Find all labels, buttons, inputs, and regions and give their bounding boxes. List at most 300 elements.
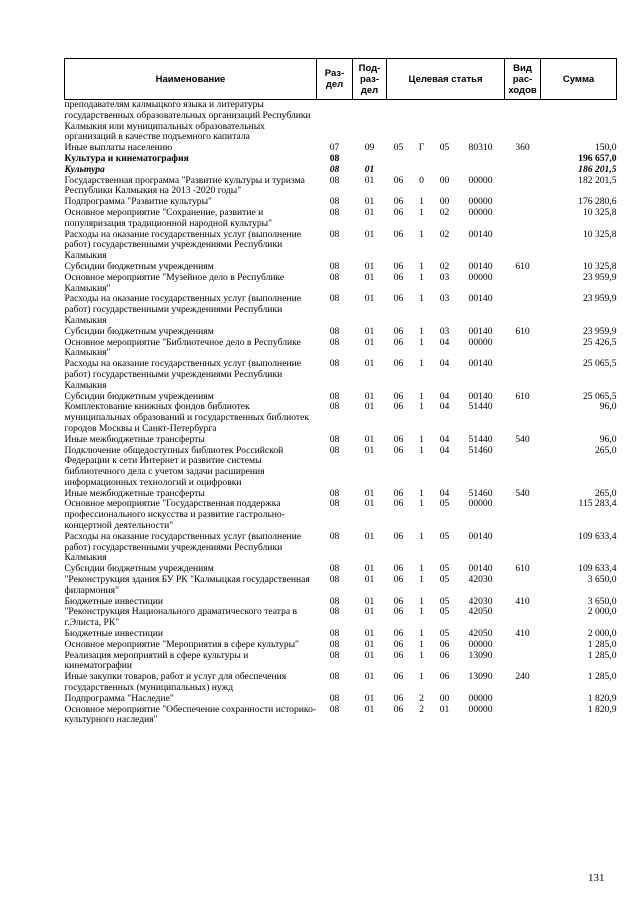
table-row (65, 294, 617, 326)
row-target-4: 13090 (468, 649, 493, 661)
row-target-3: 04 (439, 358, 450, 370)
row-sum: 10 325,8 (582, 260, 617, 272)
table-row (65, 651, 617, 673)
row-name: Иные закупки товаров, работ и услуг для обеспечения государственных (муниципальных) нужд (64, 671, 287, 694)
row-target-1: 06 (393, 260, 404, 272)
row-name: Субсидии бюджетным учреждениям (64, 325, 214, 337)
row-podrazdel: 01 (364, 325, 375, 337)
row-target-1: 06 (393, 293, 404, 305)
table-row (65, 705, 617, 727)
row-target-2: 1 (419, 228, 424, 240)
row-razdel: 08 (329, 206, 340, 218)
table-row (65, 575, 617, 597)
row-vid (505, 338, 541, 360)
row-target-3: 03 (439, 293, 450, 305)
row-target-3: 06 (439, 649, 450, 661)
row-podrazdel: 01 (364, 293, 375, 305)
row-name: Основное мероприятие "Обеспечение сохранности историко-культурного наследия" (64, 703, 317, 726)
row-vid (505, 208, 541, 230)
page-number: 131 (588, 872, 605, 884)
row-target-2: 1 (419, 628, 424, 640)
row-sum: 176 280,6 (578, 196, 617, 208)
row-target-4 (457, 154, 505, 165)
row-target-2: 1 (419, 433, 424, 445)
row-target-1: 06 (393, 206, 404, 218)
row-vid (505, 273, 541, 295)
row-sum: 115 283,4 (578, 498, 617, 510)
row-razdel: 08 (329, 498, 340, 510)
row-target-3: 05 (439, 142, 450, 154)
row-target-4: 00000 (468, 206, 493, 218)
row-target-2: Г (418, 142, 425, 154)
row-sum: 23 959,9 (582, 271, 617, 283)
row-target-3: 06 (439, 671, 450, 683)
table-row (65, 532, 617, 564)
row-target-3: 03 (439, 271, 450, 283)
row-target-4: 00140 (468, 563, 493, 575)
table-row (65, 446, 617, 489)
row-vid (505, 176, 541, 198)
row-razdel: 08 (329, 152, 340, 164)
row-target-1: 06 (393, 703, 404, 715)
row-target-4: 00000 (468, 703, 493, 715)
row-name: Иные межбюджетные трансферты (64, 433, 205, 445)
row-sum: 186 201,5 (578, 163, 617, 175)
row-vid (505, 607, 541, 629)
row-name: Основное мероприятие "Государственная поддержка профессионального искусства и развитие гастрольно-концертной деятельности" (64, 498, 285, 532)
row-razdel: 08 (329, 196, 340, 208)
row-target-4: 00000 (468, 174, 493, 186)
row-target-4: 80310 (468, 142, 493, 154)
row-vid (505, 694, 541, 705)
row-name: Подпрограмма "Развитие культуры" (64, 196, 212, 208)
row-name: Субсидии бюджетным учреждениям (64, 563, 214, 575)
row-name: Основное мероприятие "Сохранение, развитие и популяризация традиционной народной культуры" (64, 206, 273, 229)
row-vid: 410 (515, 595, 530, 607)
row-podrazdel: 01 (364, 433, 375, 445)
row-target-3: 00 (439, 196, 450, 208)
row-target-1: 06 (393, 390, 404, 402)
row-target-1: 06 (393, 401, 404, 413)
row-razdel: 08 (329, 530, 340, 542)
row-sum: 96,0 (599, 401, 617, 413)
row-razdel: 08 (329, 390, 340, 402)
row-sum: 23 959,9 (582, 293, 617, 305)
table-row (65, 672, 617, 694)
table-row (65, 230, 617, 262)
row-sum: 25 065,5 (582, 358, 617, 370)
row-podrazdel (353, 100, 387, 144)
row-target-2: 1 (419, 401, 424, 413)
row-target-3: 04 (439, 336, 450, 348)
row-name: Расходы на оказание государственных услуг (выполнение работ) государственными учреждениями Республики Калмыкия (64, 228, 301, 262)
row-razdel: 08 (329, 433, 340, 445)
row-sum: 109 633,4 (578, 530, 617, 542)
row-razdel: 08 (329, 174, 340, 186)
row-vid (505, 446, 541, 489)
header-sum: Сумма (541, 59, 617, 100)
row-target-2: 2 (419, 692, 424, 704)
row-target-3: 05 (439, 563, 450, 575)
row-podrazdel: 01 (364, 260, 375, 272)
row-target-1: 06 (393, 228, 404, 240)
row-name: Основное мероприятие "Музейное дело в Республике Калмыкия" (64, 271, 285, 294)
row-target-3: 04 (439, 390, 450, 402)
budget-table (64, 58, 617, 726)
row-podrazdel: 01 (364, 692, 375, 704)
row-target-2: 2 (419, 703, 424, 715)
row-target-4: 00000 (468, 196, 493, 208)
row-target-3: 04 (439, 433, 450, 445)
row-target-4: 00140 (468, 530, 493, 542)
row-target-3: 05 (439, 574, 450, 586)
row-vid (505, 154, 541, 165)
row-sum: 1 820,9 (587, 692, 617, 704)
header-name: Наименование (65, 59, 317, 100)
row-name: Бюджетные инвестиции (64, 595, 163, 607)
row-target-1: 05 (393, 142, 404, 154)
row-podrazdel: 01 (364, 628, 375, 640)
row-podrazdel: 01 (364, 530, 375, 542)
row-target-2: 1 (419, 206, 424, 218)
row-razdel: 08 (329, 595, 340, 607)
row-target-1: 06 (393, 638, 404, 650)
row-target-1: 06 (393, 692, 404, 704)
row-razdel: 08 (329, 336, 340, 348)
row-target-2: 0 (419, 174, 424, 186)
row-sum: 2 000,0 (587, 606, 617, 618)
row-target-3 (433, 100, 457, 144)
row-vid: 410 (515, 628, 530, 640)
row-razdel (317, 100, 353, 144)
row-vid (505, 100, 541, 144)
row-target-4: 00000 (468, 271, 493, 283)
row-target-2: 1 (419, 260, 424, 272)
row-target-2 (411, 165, 433, 176)
row-target-4: 42030 (468, 574, 493, 586)
row-razdel: 08 (329, 606, 340, 618)
row-name: Культура (64, 163, 105, 175)
row-target-1: 06 (393, 628, 404, 640)
row-target-4: 51460 (468, 487, 493, 499)
row-podrazdel: 01 (364, 228, 375, 240)
row-target-3: 00 (439, 174, 450, 186)
row-target-3: 02 (439, 260, 450, 272)
row-razdel: 08 (329, 703, 340, 715)
row-target-1: 06 (393, 563, 404, 575)
row-podrazdel: 01 (364, 595, 375, 607)
row-vid: 240 (515, 671, 530, 683)
row-target-4: 00000 (468, 692, 493, 704)
row-target-3: 05 (439, 628, 450, 640)
row-podrazdel: 01 (364, 271, 375, 283)
row-target-3: 05 (439, 530, 450, 542)
row-vid: 360 (515, 142, 530, 154)
row-target-3: 05 (439, 595, 450, 607)
row-name: Расходы на оказание государственных услуг (выполнение работ) государственными учреждениями Республики Калмыкия (64, 358, 301, 391)
row-target-4 (457, 100, 505, 144)
row-target-3: 02 (439, 206, 450, 218)
row-name: Расходы на оказание государственных услуг (выполнение работ) государственными учреждениями Республики Калмыкия (64, 293, 301, 326)
row-target-4: 51440 (468, 433, 493, 445)
row-name: Государственная программа "Развитие культуры и туризма Республики Калмыкия на 2013 -2020 годы" (64, 174, 305, 197)
row-target-4: 00140 (468, 390, 493, 402)
row-vid: 610 (515, 260, 530, 272)
row-razdel: 08 (329, 692, 340, 704)
row-target-4: 42050 (468, 628, 493, 640)
row-razdel: 07 (329, 142, 340, 154)
row-target-2: 1 (419, 671, 424, 683)
row-target-2: 1 (419, 638, 424, 650)
row-target-1: 06 (393, 358, 404, 370)
row-sum: 265,0 (594, 487, 617, 499)
row-vid (505, 575, 541, 597)
row-target-3: 00 (439, 692, 450, 704)
row-vid: 540 (515, 487, 530, 499)
row-vid (505, 651, 541, 673)
row-target-1: 06 (393, 433, 404, 445)
row-target-2 (411, 154, 433, 165)
row-name: Комплектование книжных фондов библиотек муниципальных образований и государственных библиотек городов Москвы и Санкт-Петербурга (64, 401, 310, 434)
row-vid: 540 (515, 433, 530, 445)
row-target-1: 06 (393, 174, 404, 186)
row-name: Расходы на оказание государственных услуг (выполнение работ) государственными учреждениями Республики Калмыкия (64, 530, 301, 564)
row-razdel: 08 (329, 325, 340, 337)
row-podrazdel: 01 (364, 487, 375, 499)
row-podrazdel: 01 (364, 574, 375, 586)
row-name: "Реконструкция Национального драматического театра в г.Элиста, РК" (64, 606, 298, 629)
row-sum: 25 426,5 (582, 336, 617, 348)
row-sum: 3 650,0 (587, 595, 617, 607)
table-row (65, 435, 617, 446)
row-target-4 (457, 165, 505, 176)
table-row (65, 607, 617, 629)
row-target-2: 1 (419, 336, 424, 348)
row-target-3: 05 (439, 498, 450, 510)
row-target-3: 04 (439, 487, 450, 499)
table-row (65, 165, 617, 176)
header-vid: Вид рас- ходов (505, 59, 541, 100)
row-target-4: 13090 (468, 671, 493, 683)
row-target-4: 00000 (468, 498, 493, 510)
row-target-1: 06 (393, 487, 404, 499)
row-target-4: 00000 (468, 336, 493, 348)
row-target-4: 00140 (468, 228, 493, 240)
row-target-3: 02 (439, 228, 450, 240)
row-target-4: 00140 (468, 325, 493, 337)
row-name: Основное мероприятие "Мероприятия в сфере культуры" (64, 638, 299, 650)
row-podrazdel: 01 (364, 638, 375, 650)
row-target-2: 1 (419, 358, 424, 370)
table-row (65, 208, 617, 230)
row-target-3: 04 (439, 401, 450, 413)
header-podrazdel: Под- раз- дел (353, 59, 387, 100)
row-razdel: 08 (329, 260, 340, 272)
row-razdel: 08 (329, 487, 340, 499)
row-target-2 (411, 100, 433, 144)
row-target-2: 1 (419, 293, 424, 305)
row-razdel: 08 (329, 649, 340, 661)
row-podrazdel: 09 (364, 142, 375, 154)
row-name: преподавателям калмыцкого языка и литературы государственных образовательных организаций Республики Калмыкия или муниципальных образовательных организаций в качестве подъемного капитала (64, 99, 311, 143)
row-razdel: 08 (329, 671, 340, 683)
row-target-3 (433, 165, 457, 176)
row-sum: 109 633,4 (578, 563, 617, 575)
row-target-1: 06 (393, 325, 404, 337)
row-razdel: 08 (329, 574, 340, 586)
row-razdel: 08 (329, 638, 340, 650)
row-vid (505, 230, 541, 262)
row-target-3 (433, 154, 457, 165)
row-vid (505, 294, 541, 326)
row-name: Субсидии бюджетным учреждениям (64, 390, 214, 402)
row-name: "Реконструкция здания БУ РК "Калмыцкая государственная филармония" (64, 574, 310, 596)
row-name: Культура и кинематография (64, 152, 189, 164)
row-name: Реализация мероприятий в сфере культуры и кинематографии (64, 649, 249, 672)
row-podrazdel: 01 (364, 606, 375, 618)
row-sum: 1 285,0 (587, 671, 617, 683)
row-razdel: 08 (329, 358, 340, 370)
row-vid (505, 402, 541, 434)
row-target-2: 1 (419, 271, 424, 283)
row-podrazdel: 01 (364, 444, 375, 456)
row-sum: 196 657,0 (578, 152, 617, 164)
header-target: Целевая статья (387, 59, 505, 100)
row-vid: 610 (515, 563, 530, 575)
row-target-2: 1 (419, 498, 424, 510)
row-razdel: 08 (329, 228, 340, 240)
row-target-4: 42050 (468, 606, 493, 618)
row-podrazdel: 01 (364, 390, 375, 402)
table-body (65, 100, 617, 727)
table-row (65, 338, 617, 360)
row-target-2: 1 (419, 325, 424, 337)
row-podrazdel: 01 (364, 671, 375, 683)
row-podrazdel: 01 (364, 498, 375, 510)
row-target-1: 06 (393, 671, 404, 683)
table-row (65, 402, 617, 434)
row-target-3: 03 (439, 325, 450, 337)
row-sum: 1 285,0 (587, 649, 617, 661)
row-sum: 25 065,5 (582, 390, 617, 402)
row-razdel: 08 (329, 563, 340, 575)
row-podrazdel: 01 (364, 174, 375, 186)
row-vid (505, 197, 541, 208)
row-target-1: 06 (393, 196, 404, 208)
row-target-2: 1 (419, 563, 424, 575)
row-name: Основное мероприятие "Библиотечное дело в Республике Калмыкия" (64, 336, 301, 359)
row-podrazdel: 01 (364, 649, 375, 661)
row-vid (505, 499, 541, 531)
row-sum: 265,0 (594, 444, 617, 456)
row-sum: 10 325,8 (582, 228, 617, 240)
row-target-2: 1 (419, 487, 424, 499)
row-sum: 182 201,5 (578, 174, 617, 186)
row-target-1: 06 (393, 649, 404, 661)
row-razdel: 08 (329, 163, 340, 175)
row-podrazdel: 01 (364, 163, 375, 175)
row-target-1: 06 (393, 595, 404, 607)
row-target-2: 1 (419, 574, 424, 586)
row-sum: 10 325,8 (582, 206, 617, 218)
row-razdel: 08 (329, 628, 340, 640)
row-target-4: 00000 (468, 638, 493, 650)
row-target-1: 06 (393, 271, 404, 283)
row-target-2: 1 (419, 606, 424, 618)
row-target-4: 51440 (468, 401, 493, 413)
row-target-1: 06 (393, 606, 404, 618)
row-sum: 3 650,0 (587, 574, 617, 586)
row-target-4: 00140 (468, 358, 493, 370)
table-header-row (65, 59, 617, 100)
row-sum: 2 000,0 (587, 628, 617, 640)
row-target-1: 06 (393, 574, 404, 586)
row-target-3: 05 (439, 606, 450, 618)
row-razdel: 08 (329, 293, 340, 305)
row-target-3: 04 (439, 444, 450, 456)
row-target-3: 01 (439, 703, 450, 715)
row-target-2: 1 (419, 530, 424, 542)
row-podrazdel: 01 (364, 358, 375, 370)
row-vid (505, 165, 541, 176)
row-name: Подпрограмма "Наследие" (64, 692, 174, 704)
row-podrazdel: 01 (364, 196, 375, 208)
row-vid: 610 (515, 390, 530, 402)
row-target-1: 06 (393, 336, 404, 348)
table-row (65, 327, 617, 338)
row-sum: 1 285,0 (587, 638, 617, 650)
row-target-1: 06 (393, 498, 404, 510)
row-target-4: 00140 (468, 293, 493, 305)
row-podrazdel: 01 (364, 336, 375, 348)
row-sum: 150,0 (594, 142, 617, 154)
row-name: Иные межбюджетные трансферты (64, 487, 205, 499)
row-target-2: 1 (419, 196, 424, 208)
table-row (65, 154, 617, 165)
row-target-1: 06 (393, 530, 404, 542)
row-podrazdel: 01 (364, 401, 375, 413)
row-target-2: 1 (419, 595, 424, 607)
row-target-3: 06 (439, 638, 450, 650)
header-razdel: Раз- дел (317, 59, 353, 100)
row-podrazdel: 01 (364, 703, 375, 715)
row-sum (541, 100, 617, 144)
table-row (65, 176, 617, 198)
row-name: Бюджетные инвестиции (64, 628, 163, 640)
row-target-1 (387, 165, 411, 176)
row-razdel: 08 (329, 271, 340, 283)
row-vid (505, 359, 541, 391)
row-vid (505, 705, 541, 727)
table-row (65, 100, 617, 144)
row-sum: 96,0 (599, 433, 617, 445)
row-target-1 (387, 100, 411, 144)
row-target-2: 1 (419, 390, 424, 402)
row-target-2: 1 (419, 444, 424, 456)
row-vid (505, 532, 541, 564)
row-podrazdel: 01 (364, 563, 375, 575)
table-row (65, 273, 617, 295)
row-sum: 1 820,9 (587, 703, 617, 715)
row-target-1: 06 (393, 444, 404, 456)
row-vid (505, 640, 541, 651)
table-row (65, 359, 617, 391)
row-target-4: 00140 (468, 260, 493, 272)
table-row (65, 694, 617, 705)
row-razdel: 08 (329, 444, 340, 456)
row-sum: 23 959,9 (582, 325, 617, 337)
row-name: Субсидии бюджетным учреждениям (64, 260, 214, 272)
